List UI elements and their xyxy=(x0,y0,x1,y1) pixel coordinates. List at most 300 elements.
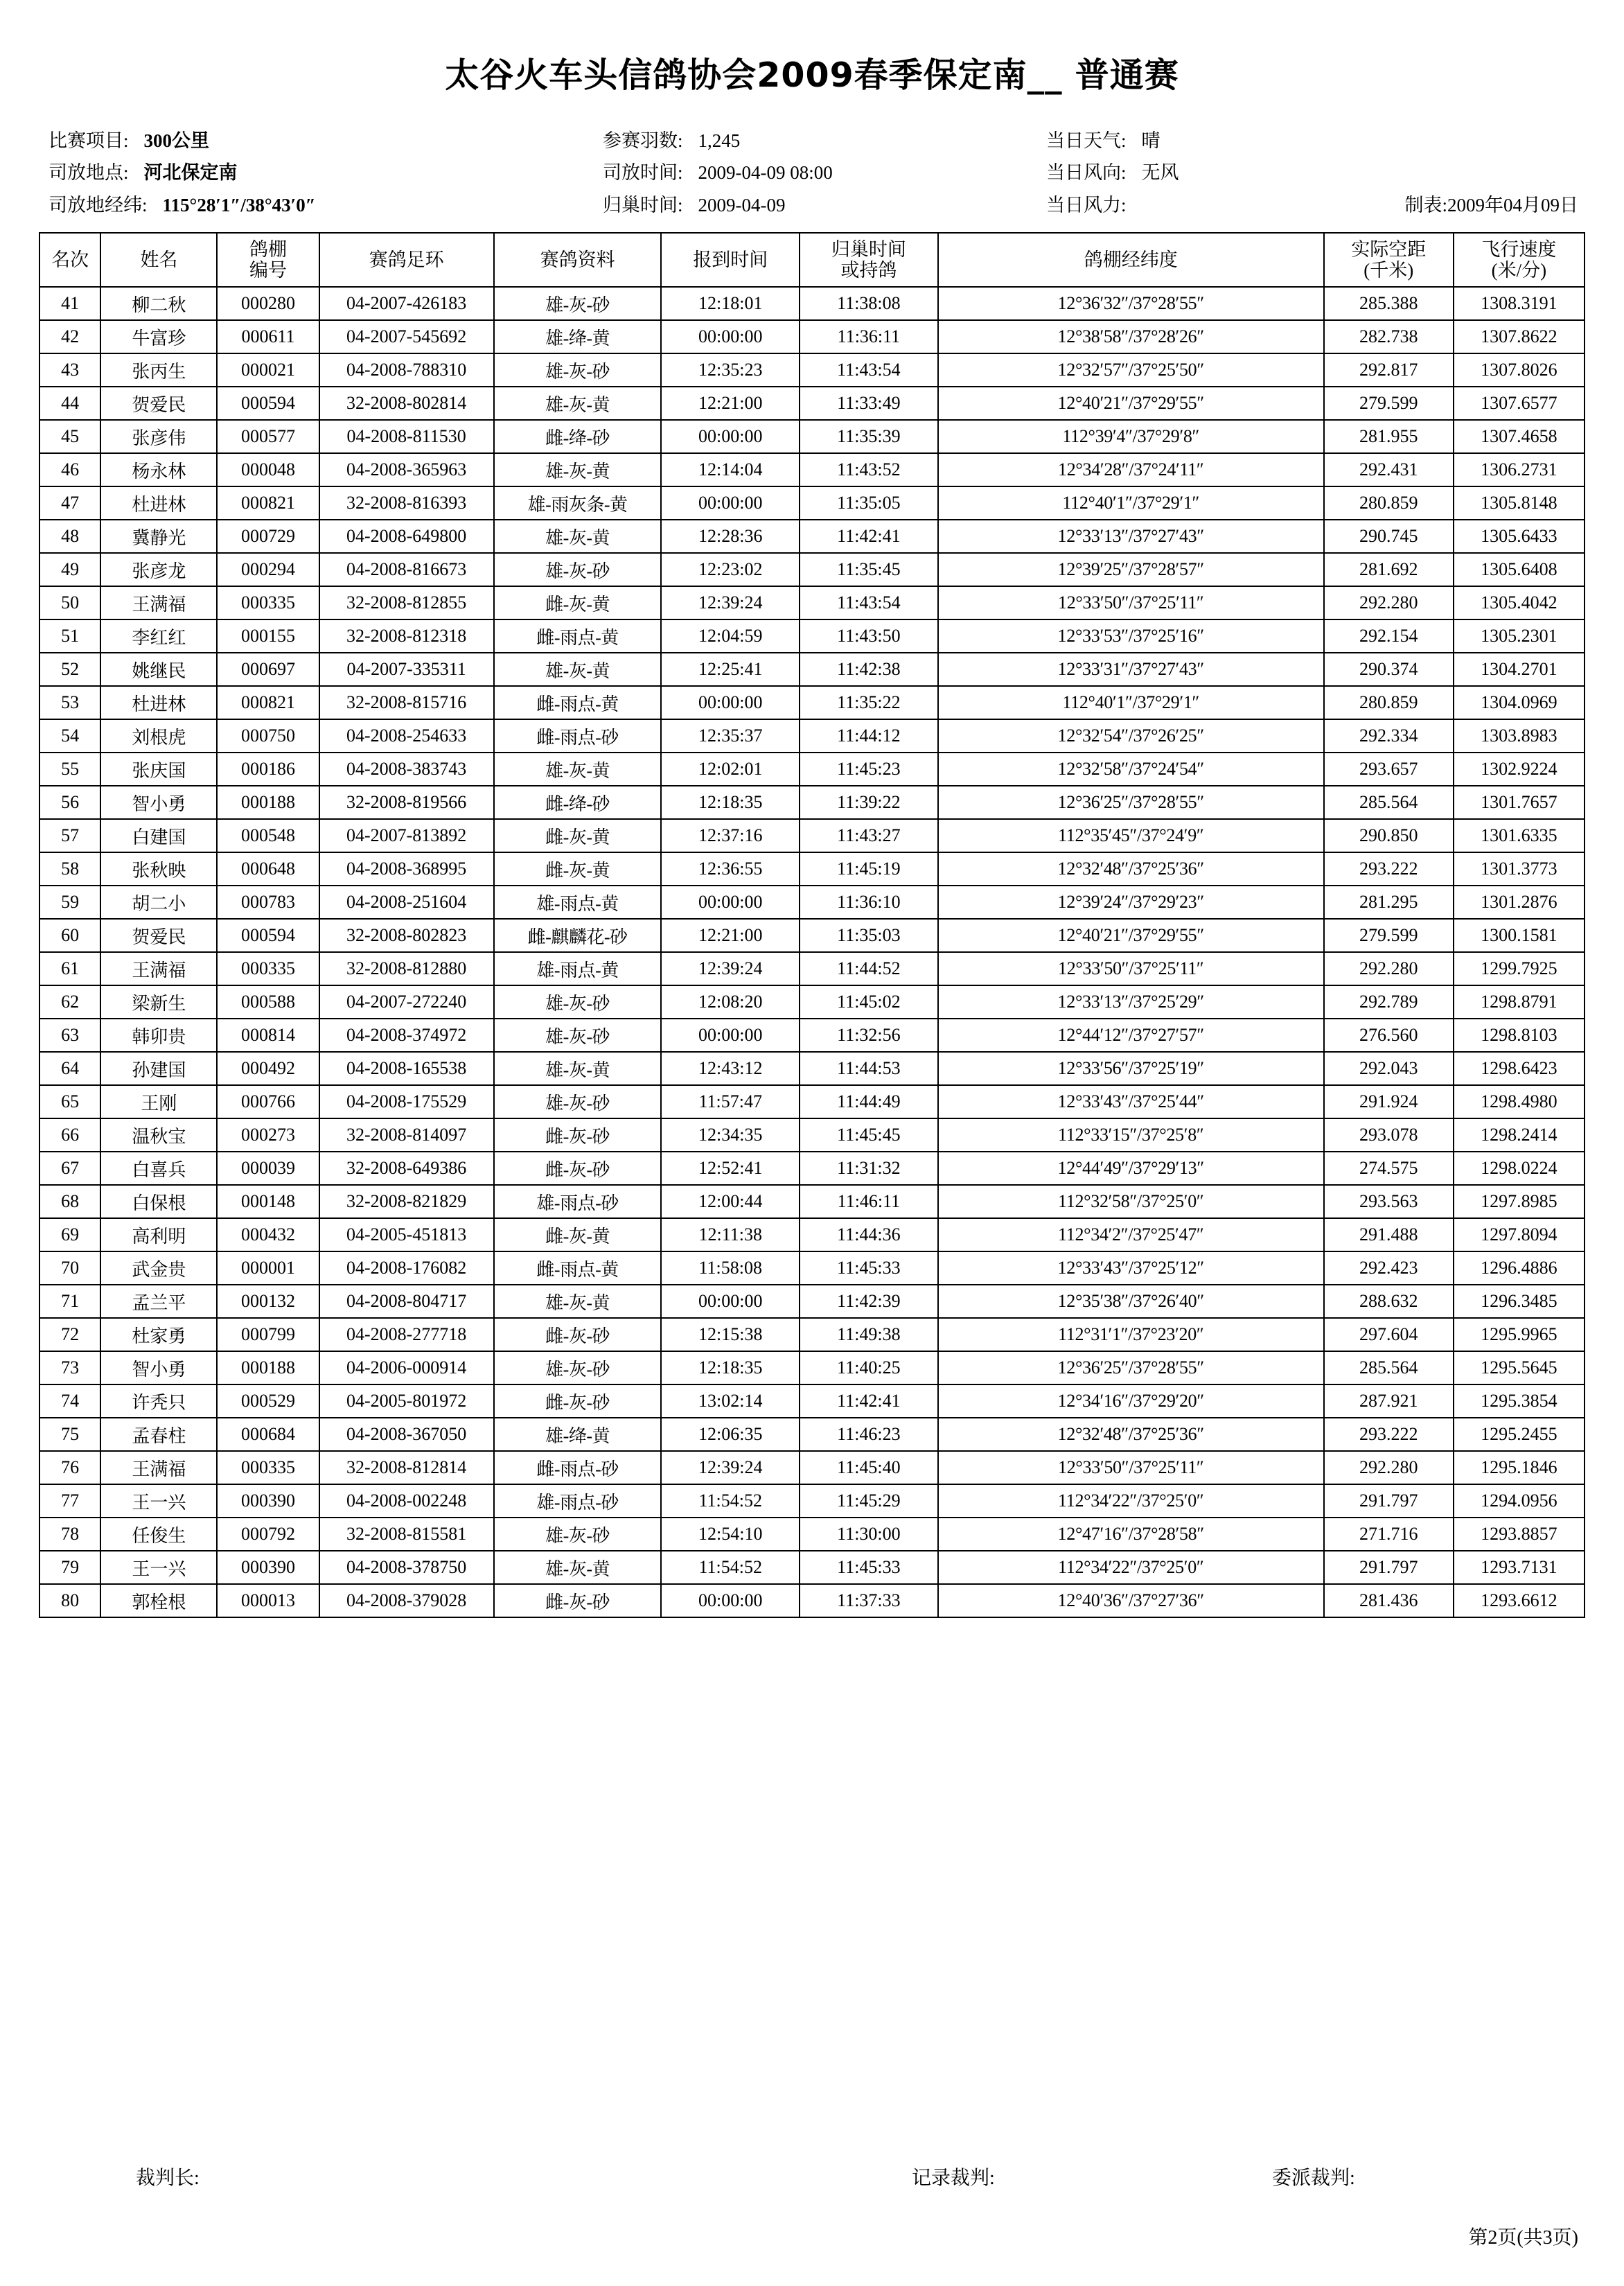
return-cell: 11:35:39 xyxy=(800,420,938,453)
table-row xyxy=(39,819,1585,852)
rank-cell: 68 xyxy=(39,1185,100,1218)
return-cell: 11:44:12 xyxy=(800,719,938,753)
return-cell: 11:44:49 xyxy=(800,1085,938,1118)
distance-cell: 293.563 xyxy=(1324,1185,1454,1218)
coord-cell: 12°44′12″/37°27′57″ xyxy=(938,1019,1324,1052)
rank-cell: 47 xyxy=(39,486,100,520)
table-row xyxy=(39,387,1585,420)
distance-cell: 292.280 xyxy=(1324,952,1454,985)
ring-cell: 32-2008-814097 xyxy=(319,1118,494,1152)
col-name: 姓名 xyxy=(100,233,217,287)
ring-cell: 04-2007-335311 xyxy=(319,653,494,686)
meta-release-time-value: 2009-04-09 08:00 xyxy=(698,162,833,184)
info-cell: 雄-灰-黄 xyxy=(494,387,662,420)
distance-cell: 281.955 xyxy=(1324,420,1454,453)
table-row xyxy=(39,1052,1585,1085)
loft-cell: 000766 xyxy=(217,1085,319,1118)
ring-cell: 04-2008-788310 xyxy=(319,353,494,387)
arrival-cell: 12:18:35 xyxy=(661,1351,800,1384)
arrival-cell: 12:11:38 xyxy=(661,1218,800,1251)
rank-cell: 57 xyxy=(39,819,100,852)
name-cell: 张彦龙 xyxy=(100,553,217,586)
table-row xyxy=(39,1551,1585,1584)
arrival-cell: 12:06:35 xyxy=(661,1418,800,1451)
speed-cell: 1295.2455 xyxy=(1454,1418,1585,1451)
name-cell: 张庆国 xyxy=(100,753,217,786)
table-row xyxy=(39,1218,1585,1251)
ring-cell: 32-2008-821829 xyxy=(319,1185,494,1218)
coord-cell: 12°33′50″/37°25′11″ xyxy=(938,1451,1324,1484)
coord-cell: 12°32′54″/37°26′25″ xyxy=(938,719,1324,753)
meta-wind-force xyxy=(1046,189,1578,221)
name-cell: 郭栓根 xyxy=(100,1584,217,1617)
loft-cell: 000188 xyxy=(217,786,319,819)
return-cell: 11:44:52 xyxy=(800,952,938,985)
name-cell: 李红红 xyxy=(100,619,217,653)
speed-cell: 1293.6612 xyxy=(1454,1584,1585,1617)
ring-cell: 04-2008-368995 xyxy=(319,852,494,886)
info-cell: 雄-灰-黄 xyxy=(494,753,662,786)
table-row xyxy=(39,1019,1585,1052)
ring-cell: 04-2007-813892 xyxy=(319,819,494,852)
return-cell: 11:35:03 xyxy=(800,919,938,952)
loft-cell: 000492 xyxy=(217,1052,319,1085)
ring-cell: 04-2007-272240 xyxy=(319,985,494,1019)
meta-return-date-value: 2009-04-09 xyxy=(698,194,786,216)
return-cell: 11:38:08 xyxy=(800,287,938,320)
return-cell: 11:45:33 xyxy=(800,1551,938,1584)
table-row xyxy=(39,952,1585,985)
rank-cell: 71 xyxy=(39,1285,100,1318)
table-row xyxy=(39,553,1585,586)
ring-cell: 04-2008-374972 xyxy=(319,1019,494,1052)
rank-cell: 67 xyxy=(39,1152,100,1185)
loft-cell: 000588 xyxy=(217,985,319,1019)
speed-cell: 1307.8026 xyxy=(1454,353,1585,387)
speed-cell: 1307.6577 xyxy=(1454,387,1585,420)
speed-cell: 1298.4980 xyxy=(1454,1085,1585,1118)
meta-wind-direction-value: 无风 xyxy=(1141,162,1179,184)
col-arrival-time: 报到时间 xyxy=(661,233,800,287)
loft-cell: 000390 xyxy=(217,1551,319,1584)
table-row xyxy=(39,1285,1585,1318)
distance-cell: 292.817 xyxy=(1324,353,1454,387)
coord-cell: 12°36′32″/37°28′55″ xyxy=(938,287,1324,320)
loft-cell: 000335 xyxy=(217,586,319,619)
table-row xyxy=(39,1152,1585,1185)
info-cell: 雌-雨点-黄 xyxy=(494,686,662,719)
loft-cell: 000814 xyxy=(217,1019,319,1052)
arrival-cell: 12:39:24 xyxy=(661,1451,800,1484)
info-cell: 雌-雨点-黄 xyxy=(494,1251,662,1285)
name-cell: 王满福 xyxy=(100,952,217,985)
speed-cell: 1295.9965 xyxy=(1454,1318,1585,1351)
table-row xyxy=(39,287,1585,320)
ring-cell: 32-2008-815581 xyxy=(319,1518,494,1551)
table-row xyxy=(39,719,1585,753)
coord-cell: 12°38′58″/37°28′26″ xyxy=(938,320,1324,353)
name-cell: 任俊生 xyxy=(100,1518,217,1551)
loft-cell: 000548 xyxy=(217,819,319,852)
ring-cell: 32-2008-815716 xyxy=(319,686,494,719)
return-cell: 11:45:23 xyxy=(800,753,938,786)
rank-cell: 76 xyxy=(39,1451,100,1484)
name-cell: 智小勇 xyxy=(100,1351,217,1384)
info-cell: 雄-灰-黄 xyxy=(494,520,662,553)
meta-entries-label: 参赛羽数: xyxy=(603,130,683,151)
return-cell: 11:43:54 xyxy=(800,353,938,387)
return-cell: 11:46:11 xyxy=(800,1185,938,1218)
speed-cell: 1305.2301 xyxy=(1454,619,1585,653)
meta-wind-direction xyxy=(1046,157,1578,188)
ring-cell: 04-2008-649800 xyxy=(319,520,494,553)
rank-cell: 77 xyxy=(39,1484,100,1518)
return-cell: 11:39:22 xyxy=(800,786,938,819)
speed-cell: 1304.0969 xyxy=(1454,686,1585,719)
meta-release-time xyxy=(603,157,1046,188)
distance-cell: 288.632 xyxy=(1324,1285,1454,1318)
coord-cell: 12°32′48″/37°25′36″ xyxy=(938,852,1324,886)
loft-cell: 000273 xyxy=(217,1118,319,1152)
info-cell: 雄-雨点-黄 xyxy=(494,952,662,985)
name-cell: 杜进林 xyxy=(100,686,217,719)
return-cell: 11:45:45 xyxy=(800,1118,938,1152)
info-cell: 雄-灰-黄 xyxy=(494,1052,662,1085)
meta-release-place-value: 河北保定南 xyxy=(143,162,238,184)
distance-cell: 297.604 xyxy=(1324,1318,1454,1351)
arrival-cell: 12:18:01 xyxy=(661,287,800,320)
return-cell: 11:45:29 xyxy=(800,1484,938,1518)
table-row xyxy=(39,753,1585,786)
col-loft-coord: 鸽棚经纬度 xyxy=(938,233,1324,287)
rank-cell: 61 xyxy=(39,952,100,985)
return-cell: 11:45:19 xyxy=(800,852,938,886)
arrival-cell: 12:34:35 xyxy=(661,1118,800,1152)
distance-cell: 292.280 xyxy=(1324,586,1454,619)
rank-cell: 48 xyxy=(39,520,100,553)
coord-cell: 12°40′21″/37°29′55″ xyxy=(938,919,1324,952)
meta-release-place-label: 司放地点: xyxy=(48,162,129,184)
table-body xyxy=(39,287,1585,1617)
rank-cell: 63 xyxy=(39,1019,100,1052)
distance-cell: 293.078 xyxy=(1324,1118,1454,1152)
speed-cell: 1305.6408 xyxy=(1454,553,1585,586)
table-row xyxy=(39,1484,1585,1518)
coord-cell: 12°33′43″/37°25′12″ xyxy=(938,1251,1324,1285)
loft-cell: 000048 xyxy=(217,453,319,486)
info-cell: 雄-灰-砂 xyxy=(494,1351,662,1384)
arrival-cell: 12:52:41 xyxy=(661,1152,800,1185)
coord-cell: 112°32′58″/37°25′0″ xyxy=(938,1185,1324,1218)
rank-cell: 69 xyxy=(39,1218,100,1251)
loft-cell: 000021 xyxy=(217,353,319,387)
rank-cell: 42 xyxy=(39,320,100,353)
loft-cell: 000432 xyxy=(217,1218,319,1251)
return-cell: 11:36:11 xyxy=(800,320,938,353)
distance-cell: 281.295 xyxy=(1324,886,1454,919)
coord-cell: 12°35′38″/37°26′40″ xyxy=(938,1285,1324,1318)
rank-cell: 59 xyxy=(39,886,100,919)
speed-cell: 1297.8094 xyxy=(1454,1218,1585,1251)
table-row xyxy=(39,420,1585,453)
arrival-cell: 00:00:00 xyxy=(661,686,800,719)
rank-cell: 54 xyxy=(39,719,100,753)
ring-cell: 04-2007-426183 xyxy=(319,287,494,320)
speed-cell: 1293.8857 xyxy=(1454,1518,1585,1551)
loft-cell: 000594 xyxy=(217,919,319,952)
speed-cell: 1299.7925 xyxy=(1454,952,1585,985)
info-cell: 雌-灰-黄 xyxy=(494,852,662,886)
arrival-cell: 12:18:35 xyxy=(661,786,800,819)
meta-row-2 xyxy=(48,157,1578,188)
speed-cell: 1306.2731 xyxy=(1454,453,1585,486)
loft-cell: 000799 xyxy=(217,1318,319,1351)
table-row xyxy=(39,786,1585,819)
rank-cell: 45 xyxy=(39,420,100,453)
rank-cell: 78 xyxy=(39,1518,100,1551)
speed-cell: 1308.3191 xyxy=(1454,287,1585,320)
coord-cell: 112°34′22″/37°25′0″ xyxy=(938,1484,1324,1518)
speed-cell: 1304.2701 xyxy=(1454,653,1585,686)
coord-cell: 12°33′13″/37°25′29″ xyxy=(938,985,1324,1019)
arrival-cell: 11:54:52 xyxy=(661,1551,800,1584)
name-cell: 梁新生 xyxy=(100,985,217,1019)
coord-cell: 12°34′16″/37°29′20″ xyxy=(938,1384,1324,1418)
rank-cell: 66 xyxy=(39,1118,100,1152)
name-cell: 王一兴 xyxy=(100,1551,217,1584)
arrival-cell: 12:04:59 xyxy=(661,619,800,653)
speed-cell: 1295.5645 xyxy=(1454,1351,1585,1384)
distance-cell: 274.575 xyxy=(1324,1152,1454,1185)
table-row xyxy=(39,852,1585,886)
meta-release-coord-value: 115°28′1″/38°43′0″ xyxy=(162,194,316,216)
ring-cell: 32-2008-816393 xyxy=(319,486,494,520)
rank-cell: 73 xyxy=(39,1351,100,1384)
name-cell: 杨永林 xyxy=(100,453,217,486)
coord-cell: 112°35′45″/37°24′9″ xyxy=(938,819,1324,852)
name-cell: 贺爱民 xyxy=(100,919,217,952)
info-cell: 雄-灰-黄 xyxy=(494,453,662,486)
return-cell: 11:42:39 xyxy=(800,1285,938,1318)
loft-cell: 000335 xyxy=(217,1451,319,1484)
return-cell: 11:35:05 xyxy=(800,486,938,520)
return-cell: 11:40:25 xyxy=(800,1351,938,1384)
ring-cell: 32-2008-812814 xyxy=(319,1451,494,1484)
ring-cell: 32-2008-802823 xyxy=(319,919,494,952)
arrival-cell: 00:00:00 xyxy=(661,420,800,453)
arrival-cell: 12:21:00 xyxy=(661,919,800,952)
coord-cell: 12°39′25″/37°28′57″ xyxy=(938,553,1324,586)
speed-cell: 1298.2414 xyxy=(1454,1118,1585,1152)
rank-cell: 41 xyxy=(39,287,100,320)
arrival-cell: 00:00:00 xyxy=(661,1584,800,1617)
table-row xyxy=(39,1318,1585,1351)
arrival-cell: 00:00:00 xyxy=(661,1019,800,1052)
return-cell: 11:44:36 xyxy=(800,1218,938,1251)
name-cell: 冀静光 xyxy=(100,520,217,553)
rank-cell: 56 xyxy=(39,786,100,819)
ring-cell: 04-2008-811530 xyxy=(319,420,494,453)
coord-cell: 12°33′53″/37°25′16″ xyxy=(938,619,1324,653)
rank-cell: 43 xyxy=(39,353,100,387)
return-cell: 11:44:53 xyxy=(800,1052,938,1085)
meta-event xyxy=(48,125,603,157)
name-cell: 白保根 xyxy=(100,1185,217,1218)
return-cell: 11:35:22 xyxy=(800,686,938,719)
arrival-cell: 12:35:37 xyxy=(661,719,800,753)
arrival-cell: 12:00:44 xyxy=(661,1185,800,1218)
info-cell: 雌-灰-黄 xyxy=(494,1218,662,1251)
ring-cell: 04-2008-251604 xyxy=(319,886,494,919)
ring-cell: 04-2006-000914 xyxy=(319,1351,494,1384)
arrival-cell: 12:21:00 xyxy=(661,387,800,420)
rank-cell: 60 xyxy=(39,919,100,952)
arrival-cell: 12:08:20 xyxy=(661,985,800,1019)
name-cell: 张丙生 xyxy=(100,353,217,387)
name-cell: 智小勇 xyxy=(100,786,217,819)
rank-cell: 49 xyxy=(39,553,100,586)
coord-cell: 12°33′56″/37°25′19″ xyxy=(938,1052,1324,1085)
coord-cell: 12°36′25″/37°28′55″ xyxy=(938,786,1324,819)
meta-release-time-label: 司放时间: xyxy=(603,162,683,184)
return-cell: 11:36:10 xyxy=(800,886,938,919)
meta-row-1 xyxy=(48,125,1578,157)
meta-row-3 xyxy=(48,189,1578,221)
name-cell: 高利明 xyxy=(100,1218,217,1251)
ring-cell: 32-2008-802814 xyxy=(319,387,494,420)
name-cell: 刘根虎 xyxy=(100,719,217,753)
distance-cell: 280.859 xyxy=(1324,686,1454,719)
loft-cell: 000648 xyxy=(217,852,319,886)
distance-cell: 282.738 xyxy=(1324,320,1454,353)
speed-cell: 1300.1581 xyxy=(1454,919,1585,952)
distance-cell: 287.921 xyxy=(1324,1384,1454,1418)
speed-cell: 1305.8148 xyxy=(1454,486,1585,520)
meta-wind-force-label: 当日风力: xyxy=(1046,194,1127,216)
distance-cell: 292.154 xyxy=(1324,619,1454,653)
return-cell: 11:43:52 xyxy=(800,453,938,486)
col-distance: 实际空距 (千米) xyxy=(1324,233,1454,287)
loft-cell: 000013 xyxy=(217,1584,319,1617)
speed-cell: 1298.8103 xyxy=(1454,1019,1585,1052)
loft-cell: 000186 xyxy=(217,753,319,786)
info-cell: 雌-灰-黄 xyxy=(494,819,662,852)
distance-cell: 293.657 xyxy=(1324,753,1454,786)
info-cell: 雄-灰-黄 xyxy=(494,1285,662,1318)
coord-cell: 12°32′48″/37°25′36″ xyxy=(938,1418,1324,1451)
distance-cell: 290.374 xyxy=(1324,653,1454,686)
name-cell: 孟兰平 xyxy=(100,1285,217,1318)
coord-cell: 112°34′2″/37°25′47″ xyxy=(938,1218,1324,1251)
results-table xyxy=(39,232,1585,1618)
speed-cell: 1302.9224 xyxy=(1454,753,1585,786)
coord-cell: 112°40′1″/37°29′1″ xyxy=(938,686,1324,719)
rank-cell: 62 xyxy=(39,985,100,1019)
meta-entries-value: 1,245 xyxy=(698,130,741,151)
rank-cell: 65 xyxy=(39,1085,100,1118)
name-cell: 韩卯贵 xyxy=(100,1019,217,1052)
loft-cell: 000001 xyxy=(217,1251,319,1285)
table-row xyxy=(39,1584,1585,1617)
name-cell: 牛富珍 xyxy=(100,320,217,353)
rank-cell: 53 xyxy=(39,686,100,719)
info-cell: 雌-麒麟花-砂 xyxy=(494,919,662,952)
ring-cell: 04-2005-801972 xyxy=(319,1384,494,1418)
ring-cell: 04-2008-165538 xyxy=(319,1052,494,1085)
arrival-cell: 12:15:38 xyxy=(661,1318,800,1351)
distance-cell: 292.334 xyxy=(1324,719,1454,753)
meta-prepared-date: 制表:2009年04月09日 xyxy=(1404,194,1578,216)
race-meta xyxy=(48,125,1578,221)
arrival-cell: 12:25:41 xyxy=(661,653,800,686)
coord-cell: 12°33′50″/37°25′11″ xyxy=(938,952,1324,985)
return-cell: 11:31:32 xyxy=(800,1152,938,1185)
ring-cell: 32-2008-812880 xyxy=(319,952,494,985)
ring-cell: 04-2008-254633 xyxy=(319,719,494,753)
arrival-cell: 12:14:04 xyxy=(661,453,800,486)
arrival-cell: 00:00:00 xyxy=(661,486,800,520)
coord-cell: 12°47′16″/37°28′58″ xyxy=(938,1518,1324,1551)
meta-weather xyxy=(1046,125,1578,157)
rank-cell: 52 xyxy=(39,653,100,686)
ring-cell: 32-2008-812855 xyxy=(319,586,494,619)
name-cell: 许秃只 xyxy=(100,1384,217,1418)
loft-cell: 000684 xyxy=(217,1418,319,1451)
chief-judge-signature: 裁判长: xyxy=(136,2168,200,2189)
arrival-cell: 00:00:00 xyxy=(661,886,800,919)
rank-cell: 50 xyxy=(39,586,100,619)
coord-cell: 12°44′49″/37°29′13″ xyxy=(938,1152,1324,1185)
return-cell: 11:42:41 xyxy=(800,1384,938,1418)
table-row xyxy=(39,320,1585,353)
info-cell: 雄-灰-砂 xyxy=(494,1518,662,1551)
info-cell: 雄-雨点-黄 xyxy=(494,886,662,919)
ring-cell: 04-2008-804717 xyxy=(319,1285,494,1318)
distance-cell: 291.924 xyxy=(1324,1085,1454,1118)
speed-cell: 1307.8622 xyxy=(1454,320,1585,353)
loft-cell: 000697 xyxy=(217,653,319,686)
return-cell: 11:46:23 xyxy=(800,1418,938,1451)
return-cell: 11:45:02 xyxy=(800,985,938,1019)
loft-cell: 000529 xyxy=(217,1384,319,1418)
ring-cell: 04-2008-816673 xyxy=(319,553,494,586)
arrival-cell: 11:57:47 xyxy=(661,1085,800,1118)
speed-cell: 1295.1846 xyxy=(1454,1451,1585,1484)
speed-cell: 1303.8983 xyxy=(1454,719,1585,753)
info-cell: 雌-绛-砂 xyxy=(494,420,662,453)
distance-cell: 292.280 xyxy=(1324,1451,1454,1484)
coord-cell: 12°33′43″/37°25′44″ xyxy=(938,1085,1324,1118)
loft-cell: 000132 xyxy=(217,1285,319,1318)
loft-cell: 000294 xyxy=(217,553,319,586)
coord-cell: 112°31′1″/37°23′20″ xyxy=(938,1318,1324,1351)
meta-release-coord xyxy=(48,189,603,221)
ring-cell: 04-2008-367050 xyxy=(319,1418,494,1451)
speed-cell: 1307.4658 xyxy=(1454,420,1585,453)
table-row xyxy=(39,486,1585,520)
table-row xyxy=(39,1251,1585,1285)
name-cell: 杜进林 xyxy=(100,486,217,520)
loft-cell: 000155 xyxy=(217,619,319,653)
table-row xyxy=(39,686,1585,719)
speed-cell: 1298.0224 xyxy=(1454,1152,1585,1185)
col-loft-number: 鸽棚 编号 xyxy=(217,233,319,287)
info-cell: 雄-灰-砂 xyxy=(494,1019,662,1052)
loft-cell: 000148 xyxy=(217,1185,319,1218)
coord-cell: 12°33′50″/37°25′11″ xyxy=(938,586,1324,619)
table-row xyxy=(39,1384,1585,1418)
table-row xyxy=(39,353,1585,387)
